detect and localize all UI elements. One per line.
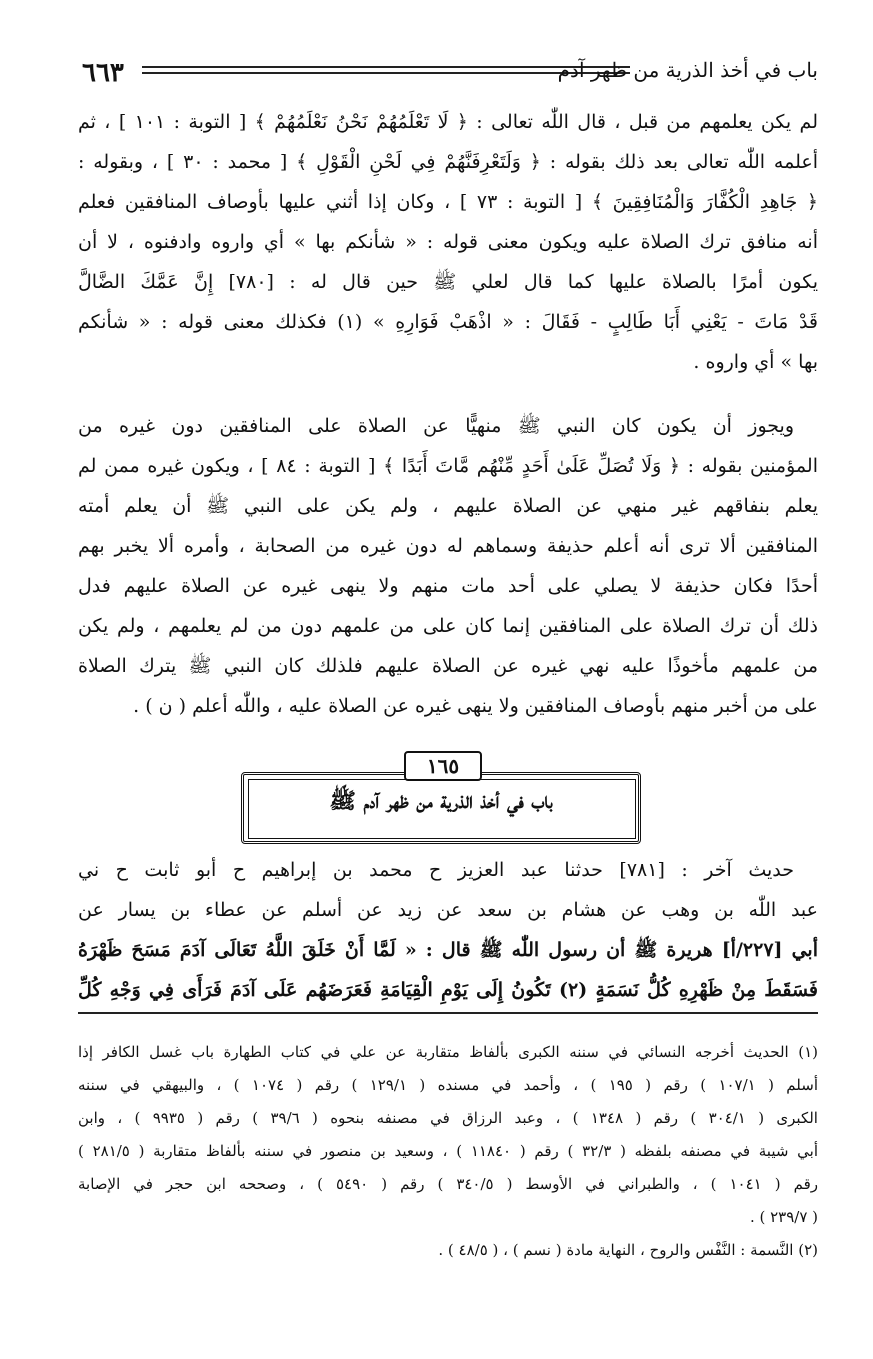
footnote-line: أبي شيبة في مصنفه بلفظه ( ٣٢/٣ ) رقم ( ١١٨٤٠ ) ، وسعيد بن منصور في سننه بألفاظ متقاربة ( ٢٨١/٥ ) [78,1142,818,1160]
text-line: من علمهم مأخوذًا عليه نهي غيره عن الصلاة عليهم فلذلك كان النبي ﷺ يترك الصلاة [78,655,818,677]
running-header [78,56,818,90]
paragraph-2 [78,406,818,726]
footnote-divider [78,1012,818,1014]
footnotes [78,1036,818,1267]
text-line: أبي [٢٢٧/أ] هريرة ﷺ أن رسول اللّٰه ﷺ قال : « لَمَّا أَنْ خَلَقَ اللَّهُ تَعَالَى آدَمَ مَسَحَ ظَهْرَهُ [78,939,818,961]
footnote-line: (٢) النَّسمة : النَّفْس والروح ، النهاية مادة ( نسم ) ، ( ٤٨/٥ ) . [438,1241,818,1259]
text-line: ذلك أن ترك الصلاة على المنافقين إنما كان على من علمهم دون من لم يعلمهم ، ولم يكن [78,615,818,637]
text-line: ويجوز أن يكون كان النبي ﷺ منهيًّا عن الصلاة على المنافقين دون غيره من [78,415,794,437]
footnote-line: أسلم ( ١٠٧/١ ) رقم ( ١٩٥ ) ، وأحمد في مسنده ( ١٢٩/١ ) رقم ( ١٠٧٤ ) ، والبيهقي في سننه [78,1076,818,1094]
text-line: يكون أمرًا بالصلاة عليها كما قال لعلي ﷺ حين قال له : [٧٨٠] إِنَّ عَمَّكَ الضَّالَّ [78,271,818,293]
footnote-line: رقم ( ١٠٤١ ) ، والطبراني في الأوسط ( ٣٤٠/٥ ) رقم ( ٥٤٩٠ ) ، وصححه ابن حجر في الإصابة [78,1175,818,1193]
text-line: فَسَقَطَ مِنْ ظَهْرِهِ كُلُّ نَسَمَةٍ (٢) تَكُونُ إِلَى يَوْمِ الْقِيَامَةِ فَعَرَضَهُم عَلَى آدَمَ فَرَأَى فِي وَجْهِ كُلِّ [78,979,818,1001]
chapter-frame [241,754,641,844]
paragraph-1 [78,102,818,382]
chapter-title: باب في أخذ الذرية من ظهر آدم ﷺ [329,788,553,814]
text-line: يعلم بنفاقهم غير منهي عن الصلاة عليهم ، ولم يكن على النبي ﷺ أن يعلم أمته [78,495,818,517]
text-line: ﴿ جَاهِدِ الْكُفَّارَ وَالْمُنَافِقِينَ ﴾ [ التوبة : ٧٣ ] ، وكان إذا أثني عليها بأوصاف المنافقين فعلم [78,191,818,213]
text-line: المنافقين ألا ترى أنه أعلم حذيفة وسماهم له دون غيره من الصحابة ، وأمره ألا يخبر بهم [78,535,818,557]
footnote-line: ( ٢٣٩/٧ ) . [749,1208,818,1226]
text-line: عبد اللّٰه بن وهب عن هشام بن سعد عن زيد عن أسلم عن عطاء بن يسار عن [78,899,818,921]
text-line: حديث آخر : [٧٨١] حدثنا عبد العزيز ح محمد بن إبراهيم ح أبو ثابت ح ني [78,859,794,881]
text-line: أعلمه اللّٰه تعالى بعد ذلك بقوله : ﴿ وَلَتَعْرِفَنَّهُمْ فِي لَحْنِ الْقَوْلِ ﴾ [ محمد : ٣٠ ] ، وبقوله : [78,151,818,173]
chapter-number: ١٦٥ [404,751,482,781]
text-line: على من أخبر منهم بأوصاف المنافقين ولا ينهى غيره عن الصلاة عليه ، واللّٰه أعلم ( ن ) . [133,695,818,717]
page-number: ٦٦٣ [82,58,124,88]
chapter-heading [241,754,641,844]
text-line: قَدْ مَاتَ - يَعْنِي أَبَا طَالِبٍ - فَقَالَ : « اذْهَبْ فَوَارِهِ » (١) فكذلك معنى قوله : « شأنكم [78,311,818,333]
text-line: المؤمنين بقوله : ﴿ وَلَا تُصَلِّ عَلَىٰ أَحَدٍ مِّنْهُم مَّاتَ أَبَدًا ﴾ [ التوبة : ٨٤ ] ، ويكون غيره ممن لم [78,455,818,477]
paragraph-3 [78,850,818,1010]
running-title: باب في أخذ الذرية من ظهر آدم [557,58,818,82]
text-line: لم يكن يعلمهم من قبل ، قال اللّٰه تعالى : ﴿ لَا تَعْلَمُهُمْ نَحْنُ نَعْلَمُهُمْ ﴾ [ التوبة : ١٠١ ] ، ثم [78,111,818,133]
text-line: أحدًا فكان حذيفة لا يصلي على أحد مات منهم ولا ينهى غيره عن الصلاة عليهم فدل [78,575,818,597]
footnote-line: الكبرى ( ٣٠٤/١ ) رقم ( ١٣٤٨ ) ، وعبد الرزاق في مصنفه بنحوه ( ٣٩/٦ ) رقم ( ٩٩٣٥ ) ، وابن [78,1109,818,1127]
text-line: بها » أي واروه . [693,351,818,373]
footnote-line: (١) الحديث أخرجه النسائي في سننه الكبرى بألفاظ متقاربة عن علي في كتاب الطهارة باب غسل الكافر إذا [78,1043,818,1061]
text-line: أنه منافق ترك الصلاة عليه ويكون معنى قوله : « شأنكم بها » أي واروه وادفنوه ، لا أن [78,231,818,253]
